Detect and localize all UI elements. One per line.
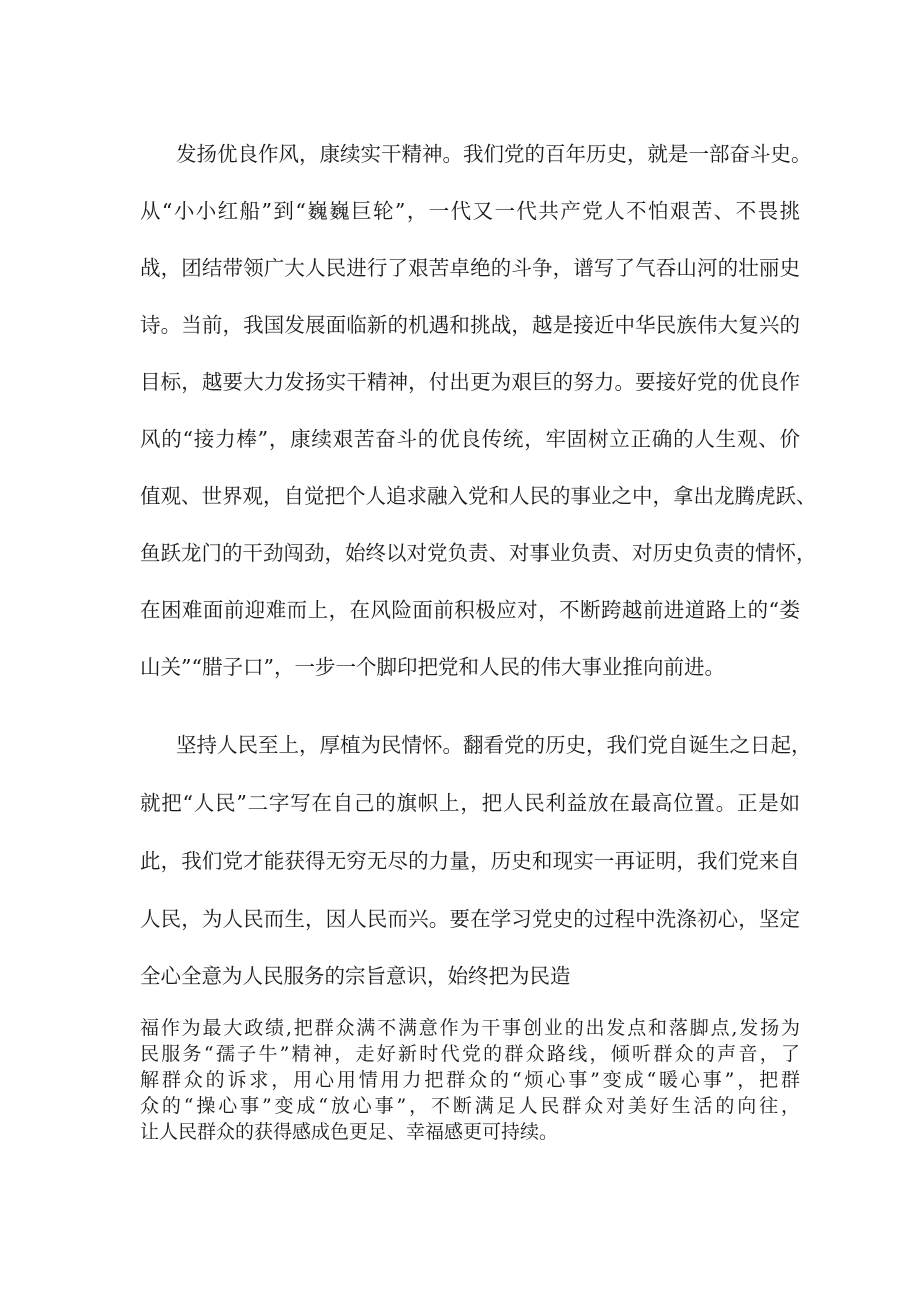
paragraph-line: 福作为最大政绩,把群众满不满意作为干事创业的出发点和落脚点,发扬为 <box>140 1017 800 1039</box>
paragraph-line: 就把“人民”二字写在自己的旗帜上，把人民利益放在最高位置。正是如 <box>140 791 800 815</box>
paragraph-line: 人民，为人民而生，因人民而兴。要在学习党史的过程中洗涤初心，坚定 <box>140 907 800 931</box>
paragraph-line: 诗。当前，我国发展面临新的机遇和挑战，越是接近中华民族伟大复兴的 <box>140 313 800 337</box>
paragraph-line: 在困难面前迎难而上，在风险面前积极应对，不断跨越前进道路上的“娄 <box>140 598 800 622</box>
paragraph-line: 众的“操心事”变成“放心事”，不断满足人民群众对美好生活的向往， <box>140 1095 800 1117</box>
paragraph-line: 鱼跃龙门的干劲闯劲，始终以对党负责、对事业负责、对历史负责的情怀， <box>140 541 817 565</box>
paragraph-line: 风的“接力棒”，康续艰苦奋斗的优良传统，牢固树立正确的人生观、价 <box>140 427 800 451</box>
paragraph-line: 全心全意为人民服务的宗旨意识，始终把为民造 <box>140 964 571 988</box>
paragraph-line: 发扬优良作风，康续实干精神。我们党的百年历史，就是一部奋斗史。 <box>176 142 812 166</box>
paragraph-line: 战，团结带领广大人民进行了艰苦卓绝的斗争，谱写了气吞山河的壮丽史 <box>140 256 800 280</box>
paragraph-line: 从“小小红船”到“巍巍巨轮”，一代又一代共产党人不怕艰苦、不畏挑 <box>140 199 800 223</box>
paragraph-line: 此，我们党才能获得无穷无尽的力量，历史和现实一再证明，我们党来自 <box>140 849 800 873</box>
paragraph-line: 目标，越要大力发扬实干精神，付出更为艰巨的努力。要接好党的优良作 <box>140 370 800 394</box>
paragraph-line: 坚持人民至上，厚植为民情怀。翻看党的历史，我们党自诞生之日起， <box>176 733 812 757</box>
paragraph-line: 值观、世界观，自觉把个人追求融入党和人民的事业之中，拿出龙腾虎跃、 <box>140 484 817 508</box>
paragraph-line: 山关”“腊子口”，一步一个脚印把党和人民的伟大事业推向前进。 <box>140 655 725 679</box>
paragraph-line: 解群众的诉求，用心用情用力把群众的“烦心事”变成“暖心事”，把群 <box>140 1069 800 1091</box>
paragraph-line: 民服务“孺子牛”精神，走好新时代党的群众路线，倾听群众的声音，了 <box>140 1043 800 1065</box>
paragraph-line: 让人民群众的获得感成色更足、幸福感更可持续。 <box>140 1121 559 1143</box>
